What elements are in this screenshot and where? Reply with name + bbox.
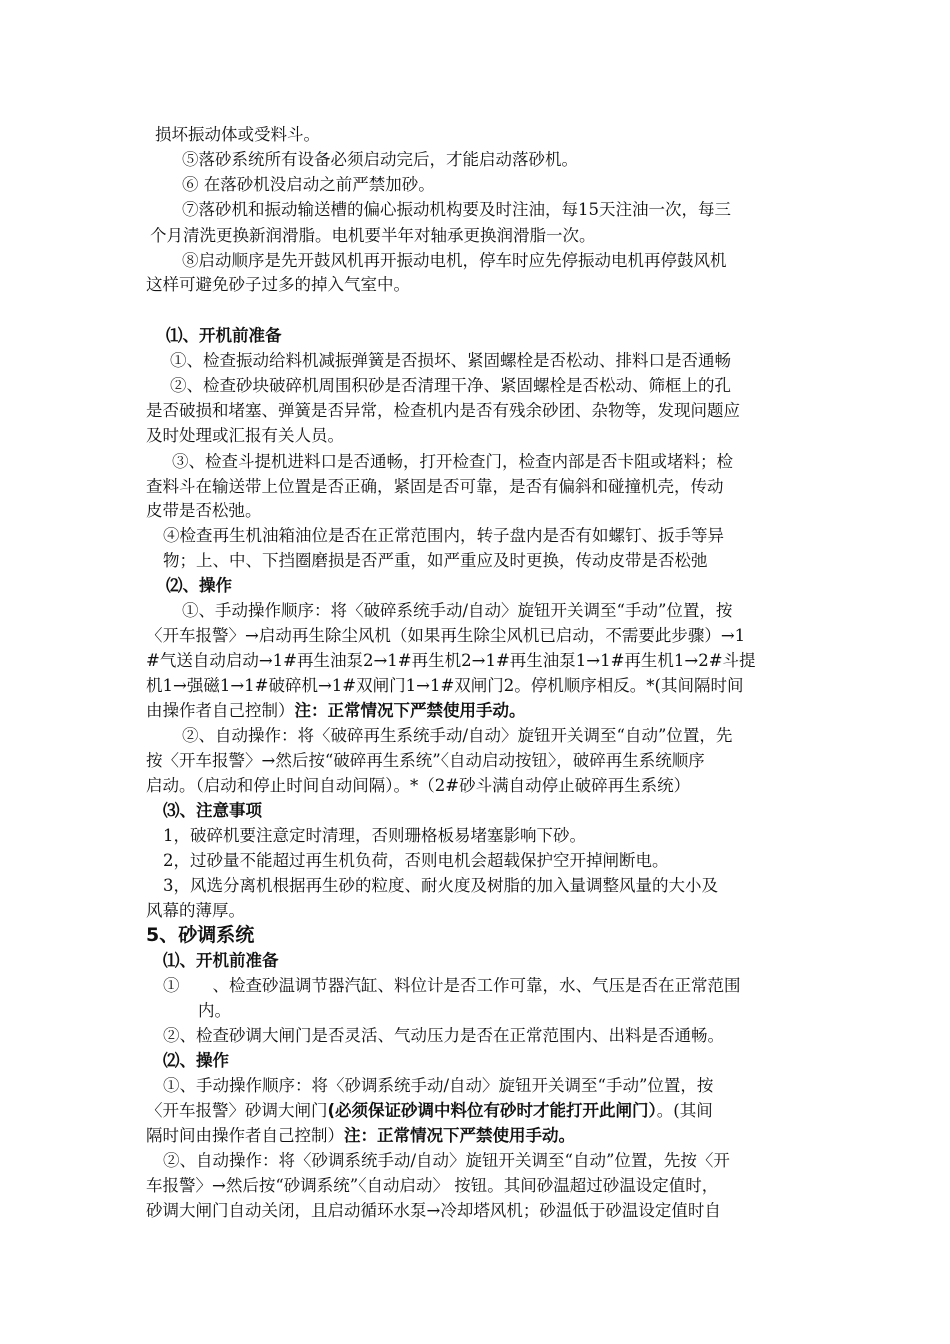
text-line: ②、自动操作：将〈砂调系统手动/自动〉旋钮开关调至“自动”位置，先按〈开 (163, 1151, 730, 1170)
text-line: 由操作者自己控制）注：正常情况下严禁使用手动。 (146, 701, 526, 720)
text-line: ⑤落砂系统所有设备必须启动完后，才能启动落砂机。 (182, 150, 578, 169)
text-line: ②、自动操作：将〈破碎再生系统手动/自动〉旋钮开关调至“自动”位置，先 (182, 726, 733, 745)
text-line: ④检查再生机油箱油位是否在正常范围内，转子盘内是否有如螺钉、扳手等异 (163, 526, 724, 545)
text-line: 2，过砂量不能超过再生机负荷，否则电机会超载保护空开掉闸断电。 (163, 851, 669, 870)
text-line: 查料斗在输送带上位置是否正确，紧固是否可靠，是否有偏斜和碰撞机壳，传动 (146, 477, 724, 496)
text-line: ②、检查砂块破碎机周围积砂是否清理干净、紧固螺栓是否松动、筛框上的孔 (170, 376, 731, 395)
text-line: 启动。（启动和停止时间自动间隔）。*（2#砂斗满自动停止破碎再生系统） (146, 776, 691, 795)
text-line: 物；上、中、下挡圈磨损是否严重，如严重应及时更换，传动皮带是否松弛 (163, 551, 708, 570)
text-line: 及时处理或汇报有关人员。 (146, 426, 344, 445)
text-line: 内。 (198, 1001, 231, 1020)
text-line: 风幕的薄厚。 (146, 901, 245, 920)
text-line: ①、检查振动给料机减振弹簧是否损坏、紧固螺栓是否松动、排料口是否通畅 (170, 351, 731, 370)
text-line: 〈开车报警〉→启动再生除尘风机（如果再生除尘风机已启动，不需要此步骤）→1 (146, 626, 746, 645)
text-line: 1，破碎机要注意定时清理，否则珊格板易堵塞影响下砂。 (163, 826, 586, 845)
text-line: ③、检查斗提机进料口是否通畅，打开检查门，检查内部是否卡阻或堵料；检 (172, 452, 733, 471)
text-line: 损坏振动体或受料斗。 (155, 125, 320, 144)
section-heading: ⑵、操作 (166, 576, 232, 595)
text-line: ⑧启动顺序是先开鼓风机再开振动电机，停车时应先停振动电机再停鼓风机 (182, 251, 727, 270)
text-line: 机1→强磁1→1#破碎机→1#双闸门1→1#双闸门2。停机顺序相反。*(其间隔时间 (146, 676, 744, 695)
section-heading: ⑴、开机前准备 (163, 951, 279, 970)
text-line: ⑦落砂机和振动输送槽的偏心振动机构要及时注油，每15天注油一次，每三 (182, 200, 731, 219)
text-line: 这样可避免砂子过多的掉入气室中。 (146, 275, 410, 294)
text-line: 皮带是否松弛。 (146, 501, 262, 520)
text-line: 3，风选分离机根据再生砂的粒度、耐火度及树脂的加入量调整风量的大小及 (163, 876, 718, 895)
text-line: ②、检查砂调大闸门是否灵活、气动压力是否在正常范围内、出料是否通畅。 (163, 1026, 724, 1045)
text-line: 是否破损和堵塞、弹簧是否异常，检查机内是否有残余砂团、杂物等，发现问题应 (146, 401, 740, 420)
chapter-heading: 5、砂调系统 (146, 924, 255, 946)
section-heading: ⑴、开机前准备 (166, 326, 282, 345)
text-line: ⑥ 在落砂机没启动之前严禁加砂。 (182, 175, 435, 194)
text-line: 砂调大闸门自动关闭，且启动循环水泵→冷却塔风机；砂温低于砂温设定值时自 (146, 1201, 721, 1220)
section-heading: ⑶、注意事项 (163, 801, 262, 820)
text-line: 按〈开车报警〉→然后按“破碎再生系统”〈自动启动按钮〉，破碎再生系统顺序 (146, 751, 705, 770)
text-line: 个月清洗更换新润滑脂。电机要半年对轴承更换润滑脂一次。 (150, 226, 596, 245)
text-line: ①、手动操作顺序：将〈砂调系统手动/自动〉旋钮开关调至“手动”位置，按 (163, 1076, 714, 1095)
text-line: ①、手动操作顺序：将〈破碎系统手动/自动〉旋钮开关调至“手动”位置，按 (182, 601, 733, 620)
text-line: 车报警〉→然后按“砂调系统”〈自动启动〉 按钮。其间砂温超过砂温设定值时， (146, 1176, 719, 1195)
text-line: ① 、检查砂温调节器汽缸、料位计是否工作可靠，水、气压是否在正常范围 (163, 976, 741, 995)
text-line: 〈开车报警〉砂调大闸门(必须保证砂调中料位有砂时才能打开此闸门）。(其间 (146, 1101, 713, 1120)
text-line: 隔时间由操作者自己控制）注：正常情况下严禁使用手动。 (146, 1126, 575, 1145)
section-heading: ⑵、操作 (163, 1051, 229, 1070)
text-line: #气送自动启动→1#再生油泵2→1#再生机2→1#再生油泵1→1#再生机1→2#斗提 (146, 651, 756, 670)
